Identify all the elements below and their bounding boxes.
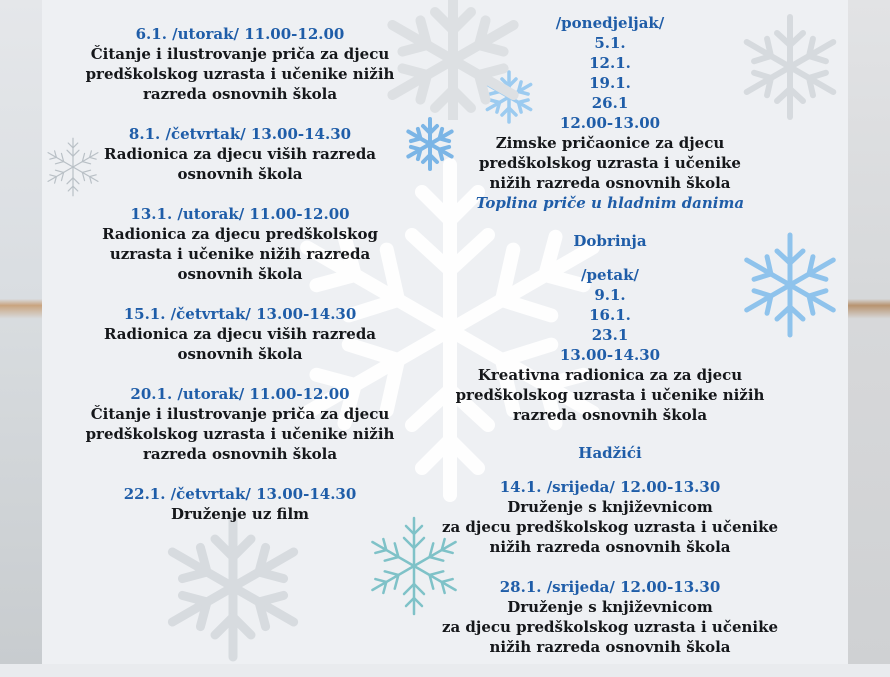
entry-date: 9.1. <box>594 286 626 304</box>
desc-line: Kreativna radionica za za djecu <box>477 366 743 384</box>
entry-date: 12.1. <box>589 54 631 72</box>
entry-description <box>50 404 430 464</box>
desc-line: uzrasta i učenike nižih razreda <box>109 245 371 263</box>
schedule-entry <box>50 484 430 524</box>
entry-date: 6.1. /utorak/ 11.00-12.00 <box>135 25 345 43</box>
right-schedule-column <box>420 13 800 677</box>
desc-line: Radionica za djecu predškolskog <box>102 225 378 243</box>
entry-date: 26.1 <box>591 94 629 112</box>
desc-line: predškolskog uzrasta i učenike nižih <box>455 386 765 404</box>
desc-line: predškolskog uzrasta i učenike <box>479 154 741 172</box>
event-tagline: Toplina priče u hladnim danima <box>475 194 745 212</box>
schedule-entry <box>420 477 800 557</box>
schedule-entry <box>50 124 430 184</box>
weekday-label: /ponedjeljak/ <box>555 14 665 32</box>
entry-date: 13.1. /utorak/ 11.00-12.00 <box>130 205 350 223</box>
desc-line: Druženje s književnicom <box>507 498 713 516</box>
desc-line: osnovnih škola <box>177 345 303 363</box>
desc-line: Druženje uz film <box>170 505 310 523</box>
entry-description <box>420 497 800 557</box>
left-schedule-column <box>50 24 430 544</box>
entry-date: 8.1. /četvrtak/ 13.00-14.30 <box>128 125 352 143</box>
desc-line: Radionica za djecu viših razreda <box>103 325 377 343</box>
schedule-block-mondays <box>420 13 800 213</box>
desc-line: Zimske pričaonice za djecu <box>495 134 725 152</box>
weekday-label: /petak/ <box>580 266 640 284</box>
bookshelf-right <box>845 0 890 664</box>
schedule-entry <box>50 24 430 104</box>
desc-line: za djecu predškolskog uzrasta i učenike <box>441 518 779 536</box>
desc-line: osnovnih škola <box>177 265 303 283</box>
entry-description <box>50 144 430 184</box>
desc-line: nižih razreda osnovnih škola <box>489 538 731 556</box>
bookshelf-left <box>0 0 45 664</box>
entry-description <box>420 597 800 657</box>
entry-description <box>50 504 430 524</box>
desc-line: predškolskog uzrasta i učenike nižih <box>85 65 395 83</box>
entry-description <box>420 133 800 193</box>
desc-line: Čitanje i ilustrovanje priča za djecu <box>90 405 390 423</box>
entry-date: 16.1. <box>589 306 631 324</box>
desc-line: razreda osnovnih škola <box>142 85 338 103</box>
schedule-entry <box>420 577 800 657</box>
entry-date: 23.1 <box>591 326 629 344</box>
desc-line: razreda osnovnih škola <box>512 406 708 424</box>
desc-line: Radionica za djecu viših razreda <box>103 145 377 163</box>
schedule-entry <box>50 384 430 464</box>
entry-date: 5.1. <box>594 34 626 52</box>
desc-line: nižih razreda osnovnih škola <box>489 638 731 656</box>
entry-time: 12.00-13.00 <box>559 114 661 132</box>
schedule-entry <box>50 204 430 284</box>
entry-date: 15.1. /četvrtak/ 13.00-14.30 <box>123 305 357 323</box>
entry-date: 19.1. <box>589 74 631 92</box>
desc-line: Druženje s književnicom <box>507 598 713 616</box>
entry-date: 14.1. /srijeda/ 12.00-13.30 <box>499 478 721 496</box>
location-heading: Hadžići <box>578 444 642 462</box>
desc-line: za djecu predškolskog uzrasta i učenike <box>441 618 779 636</box>
schedule-block-fridays <box>420 265 800 425</box>
location-heading: Dobrinja <box>573 232 647 250</box>
entry-time: 13.00-14.30 <box>559 346 661 364</box>
desc-line: nižih razreda osnovnih škola <box>489 174 731 192</box>
entry-date: 20.1. /utorak/ 11.00-12.00 <box>130 385 350 403</box>
desc-line: osnovnih škola <box>177 165 303 183</box>
schedule-entry <box>50 304 430 364</box>
entry-date: 28.1. /srijeda/ 12.00-13.30 <box>499 578 721 596</box>
entry-description <box>50 44 430 104</box>
entry-description <box>50 224 430 284</box>
desc-line: predškolskog uzrasta i učenike nižih <box>85 425 395 443</box>
desc-line: razreda osnovnih škola <box>142 445 338 463</box>
desc-line: Čitanje i ilustrovanje priča za djecu <box>90 45 390 63</box>
entry-description <box>50 324 430 364</box>
entry-description <box>420 365 800 425</box>
entry-date: 22.1. /četvrtak/ 13.00-14.30 <box>123 485 357 503</box>
